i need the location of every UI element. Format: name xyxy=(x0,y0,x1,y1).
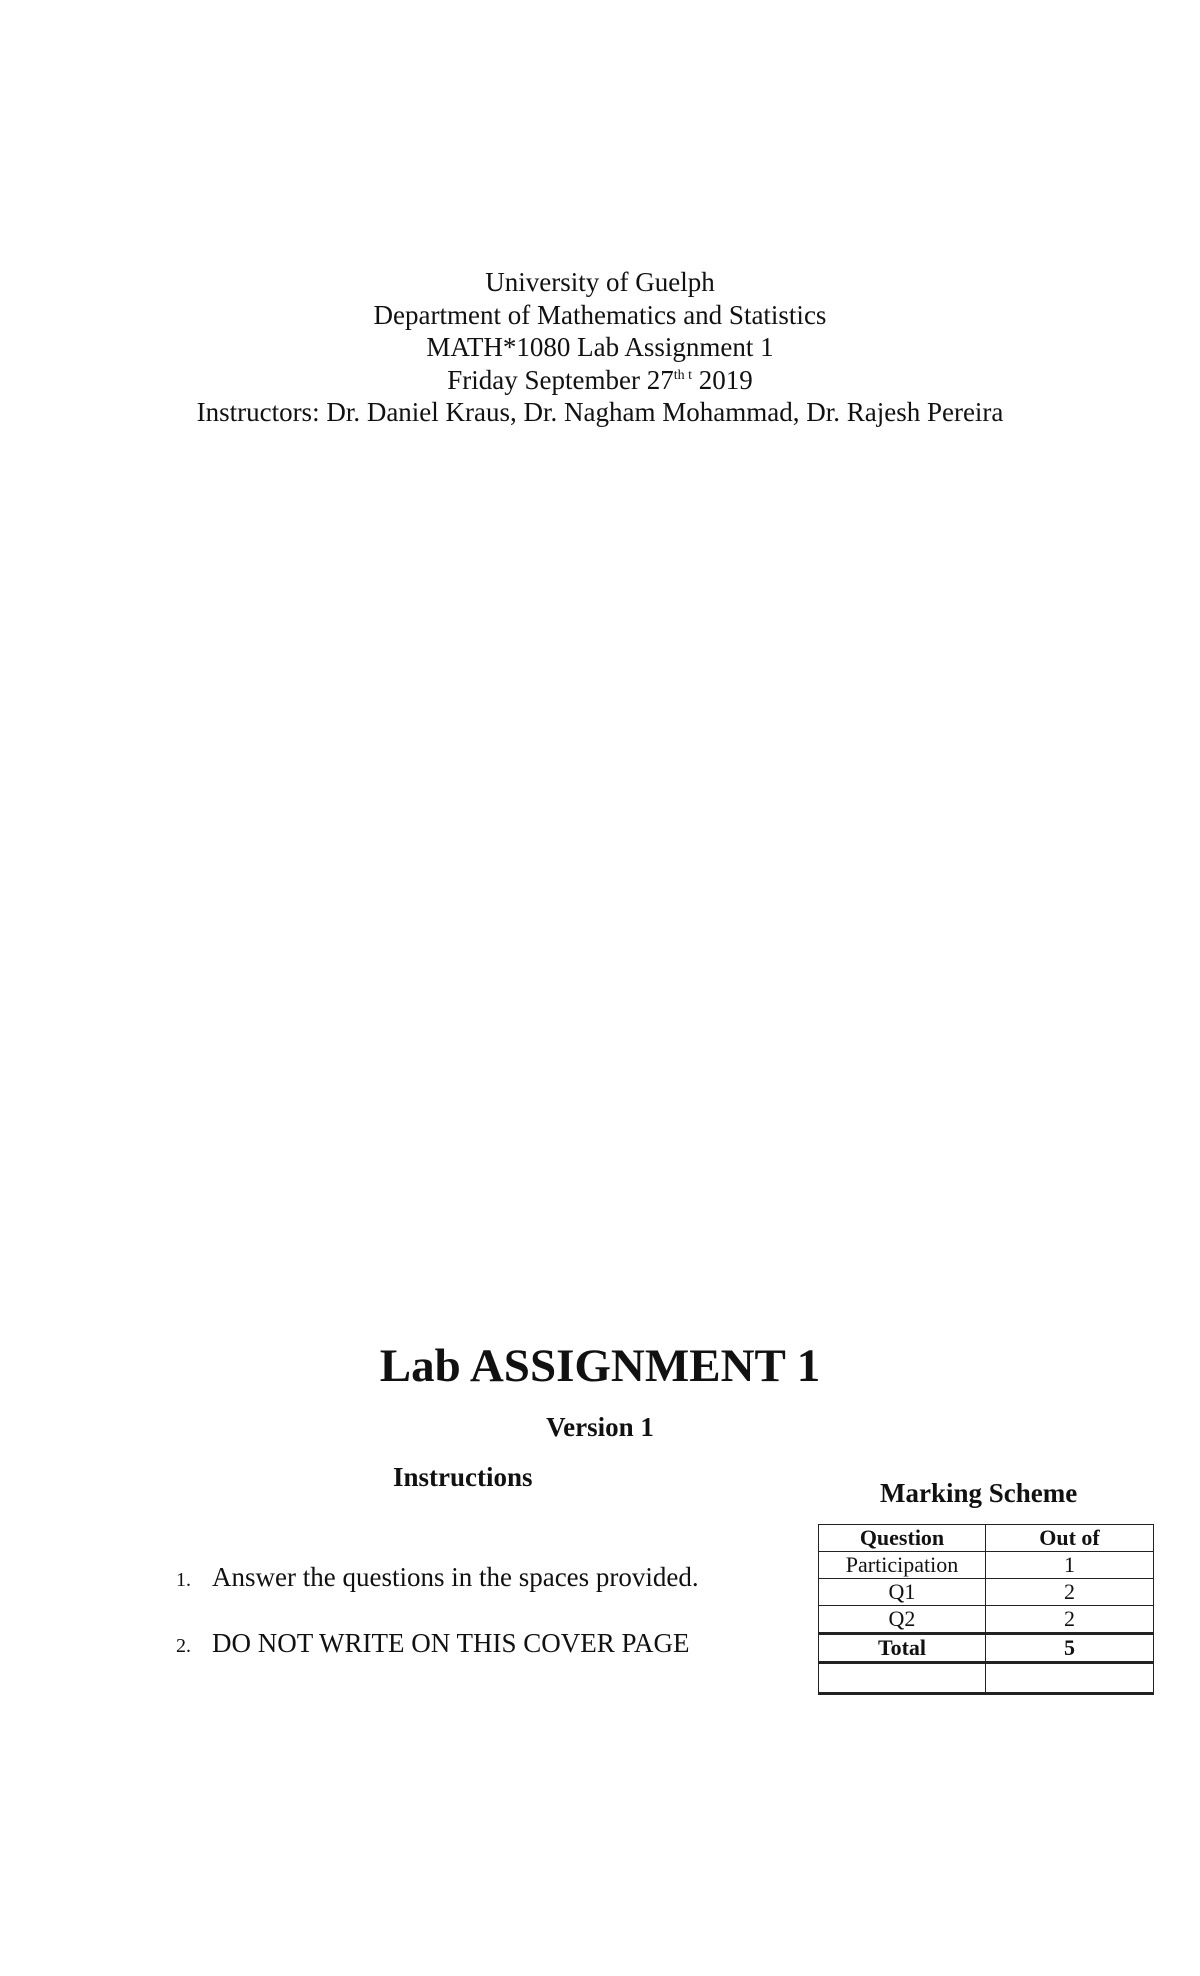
instruction-text: Answer the questions in the spaces provided. xyxy=(212,1562,699,1592)
blank-row xyxy=(819,1663,1154,1694)
column-header-question: Question xyxy=(819,1525,986,1552)
marking-scheme-table xyxy=(818,1524,1154,1695)
row-out-of: 2 xyxy=(986,1606,1154,1634)
row-question: Q1 xyxy=(819,1579,986,1606)
row-question: Q2 xyxy=(819,1606,986,1634)
blank-cell xyxy=(986,1663,1154,1694)
row-out-of: 2 xyxy=(986,1579,1154,1606)
date-prefix: Friday September 27 xyxy=(447,364,674,395)
instruction-number: 1. xyxy=(176,1569,191,1591)
table-row xyxy=(819,1606,1154,1634)
department-name: Department of Mathematics and Statistics xyxy=(373,299,827,330)
table-row xyxy=(819,1579,1154,1606)
university-name: University of Guelph xyxy=(485,267,715,297)
assignment-date xyxy=(0,364,1200,397)
version-label: Version 1 xyxy=(546,1412,654,1442)
column-header-out-of: Out of xyxy=(986,1525,1154,1552)
instruction-number: 2. xyxy=(176,1635,191,1657)
page-title: Lab ASSIGNMENT 1 xyxy=(379,1340,821,1392)
date-suffix: 2019 xyxy=(692,364,753,395)
marking-scheme-heading: Marking Scheme xyxy=(880,1478,1078,1508)
instruction-text: DO NOT WRITE ON THIS COVER PAGE xyxy=(212,1628,690,1658)
table-row xyxy=(819,1552,1154,1579)
instructions-heading: Instructions xyxy=(393,1462,533,1492)
table-header-row xyxy=(819,1525,1154,1552)
total-label: Total xyxy=(819,1634,986,1663)
instructors-line: Instructors: Dr. Daniel Kraus, Dr. Nagham Mohammad, Dr. Rajesh Pereira xyxy=(196,397,1004,427)
course-title: MATH*1080 Lab Assignment 1 xyxy=(426,332,774,362)
total-value: 5 xyxy=(986,1634,1154,1663)
total-row xyxy=(819,1634,1154,1663)
document-header xyxy=(0,266,1200,429)
blank-cell xyxy=(819,1663,986,1694)
date-superscript: th t xyxy=(673,367,692,383)
row-out-of: 1 xyxy=(986,1552,1154,1579)
instruction-item xyxy=(176,1560,699,1597)
instruction-item xyxy=(176,1626,690,1663)
row-question: Participation xyxy=(819,1552,986,1579)
